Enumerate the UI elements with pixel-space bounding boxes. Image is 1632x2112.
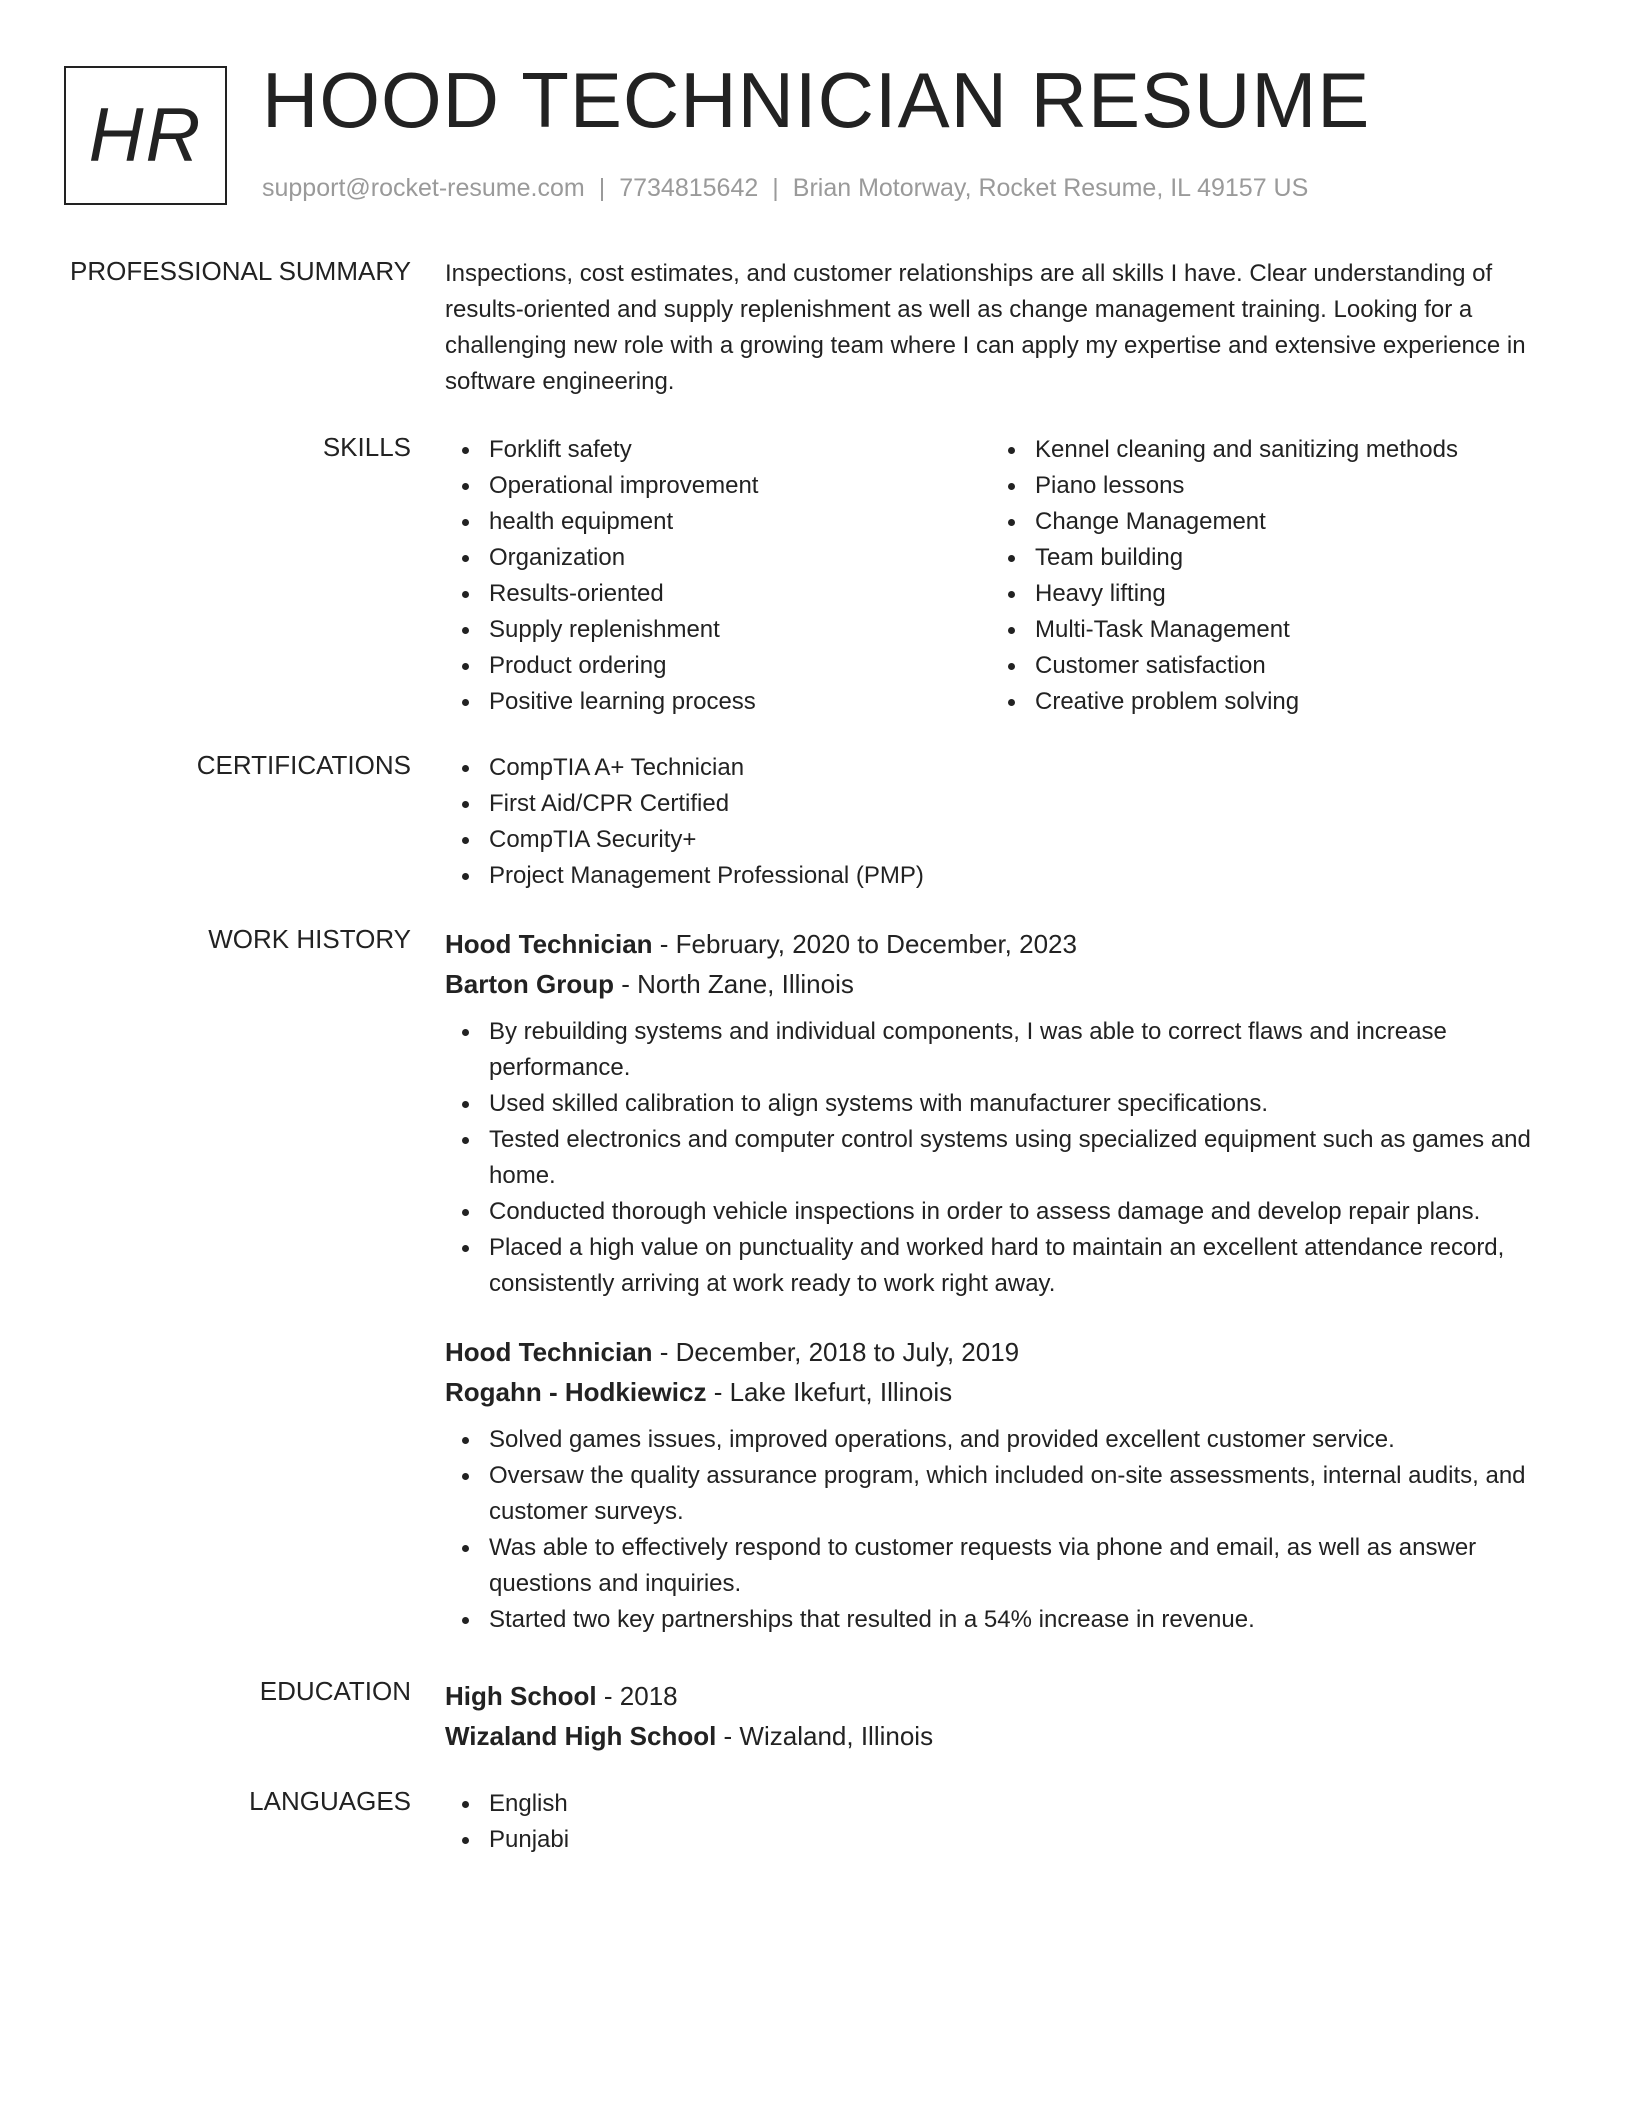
job-duty-item: By rebuilding systems and individual components, I was able to correct flaws and increase performance. [445,1014,1560,1086]
certifications-heading: CERTIFICATIONS [196,750,411,780]
job-duty-item: Oversaw the quality assurance program, which included on-site assessments, internal audits, and customer surveys. [445,1458,1560,1530]
languages-heading: LANGUAGES [249,1786,411,1816]
education-school: Wizaland High School [445,1721,717,1751]
skill-item: Supply replenishment [445,612,991,648]
education-degree-line [445,1676,1560,1716]
job-dates: - February, 2020 to December, 2023 [652,929,1077,959]
job-duty-item: Used skilled calibration to align systems with manufacturer specifications. [445,1086,1560,1122]
work-history-heading: WORK HISTORY [208,924,411,954]
job-entry [445,1332,1560,1638]
job-title: Hood Technician [445,1337,653,1367]
summary-content [445,256,1560,400]
education-year: - 2018 [596,1681,678,1711]
job-company-line [445,964,1560,1004]
job-duty-item: Conducted thorough vehicle inspections in order to assess damage and develop repair plans. [445,1194,1560,1230]
skill-item: Kennel cleaning and sanitizing methods [991,432,1537,468]
skills-content [445,432,1560,720]
skill-item: Positive learning process [445,684,991,720]
summary-heading: PROFESSIONAL SUMMARY [70,256,411,286]
skill-item: Creative problem solving [991,684,1537,720]
skills-heading: SKILLS [322,432,411,462]
skill-item: Multi-Task Management [991,612,1537,648]
contact-phone[interactable]: 7734815642 [619,174,759,202]
job-title: Hood Technician [445,929,653,959]
monogram-box [64,66,227,205]
certification-item: CompTIA A+ Technician [445,750,1560,786]
job-company: Barton Group [445,969,614,999]
skill-item: Customer satisfaction [991,648,1537,684]
job-company-line [445,1372,1560,1412]
skill-item: Heavy lifting [991,576,1537,612]
education-school-line [445,1716,1560,1756]
certifications-list [445,750,1560,894]
languages-list [445,1786,1560,1858]
job-duties-list [445,1422,1560,1638]
job-location: - Lake Ikefurt, Illinois [706,1377,953,1407]
skill-item: Results-oriented [445,576,991,612]
skill-item: health equipment [445,504,991,540]
skill-item: Product ordering [445,648,991,684]
contact-line [262,174,1308,203]
job-duty-item: Started two key partnerships that resulted in a 54% increase in revenue. [445,1602,1560,1638]
certification-item: CompTIA Security+ [445,822,1560,858]
job-title-line [445,924,1560,964]
skill-item: Forklift safety [445,432,991,468]
work-history-content [445,924,1560,1638]
certifications-content [445,750,1560,894]
job-title-line [445,1332,1560,1372]
language-item: Punjabi [445,1822,1560,1858]
skill-item: Operational improvement [445,468,991,504]
monogram-initials: HR [88,93,203,178]
job-duty-item: Solved games issues, improved operations, and provided excellent customer service. [445,1422,1560,1458]
languages-content [445,1786,1560,1858]
job-duties-list [445,1014,1560,1302]
skills-list-left [445,432,991,720]
job-duty-item: Tested electronics and computer control systems using specialized equipment such as games and home. [445,1122,1560,1194]
skill-item: Piano lessons [991,468,1537,504]
education-location: - Wizaland, Illinois [716,1721,934,1751]
contact-email[interactable]: support@rocket-resume.com [262,174,585,202]
language-item: English [445,1786,1560,1822]
job-dates: - December, 2018 to July, 2019 [652,1337,1020,1367]
job-duty-item: Was able to effectively respond to customer requests via phone and email, as well as answer questions and inquiries. [445,1530,1560,1602]
job-duty-item: Placed a high value on punctuality and worked hard to maintain an excellent attendance record, consistently arriving at work ready to work right away. [445,1230,1560,1302]
job-entry [445,924,1560,1302]
contact-separator: | [598,174,606,202]
contact-separator: | [772,174,779,202]
contact-address: Brian Motorway, Rocket Resume, IL 49157 US [792,174,1309,202]
education-heading: EDUCATION [259,1676,411,1706]
education-content [445,1676,1560,1756]
skills-list-right [991,432,1537,720]
job-company: Rogahn - Hodkiewicz [445,1377,707,1407]
skill-item: Change Management [991,504,1537,540]
resume-title: HOOD TECHNICIAN RESUME [262,56,1371,144]
job-location: - North Zane, Illinois [614,969,854,999]
education-degree: High School [445,1681,597,1711]
certification-item: First Aid/CPR Certified [445,786,1560,822]
summary-text: Inspections, cost estimates, and customer relationships are all skills I have. Clear understanding of results-oriented and supply replenishment as well as change management training. Looking for a challenging new role with a growing team where I can apply my expertise and extensive experience in software engineering. [445,260,1526,395]
skill-item: Team building [991,540,1537,576]
certification-item: Project Management Professional (PMP) [445,858,1560,894]
skill-item: Organization [445,540,991,576]
